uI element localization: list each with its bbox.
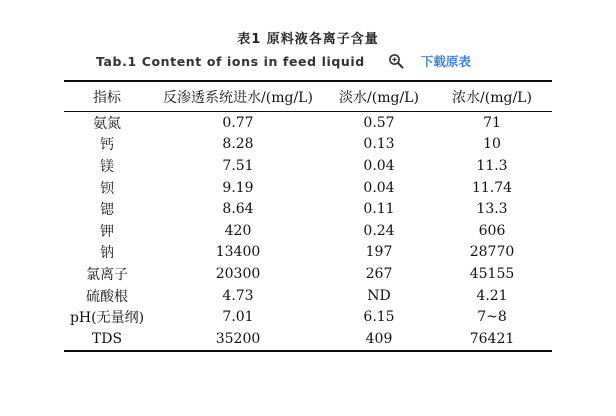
table-row <box>64 328 552 351</box>
table-row <box>64 155 552 177</box>
table-row <box>64 177 552 199</box>
zoom-in-icon[interactable] <box>387 52 405 70</box>
table-cell: 8.64 <box>222 201 254 218</box>
table-cell: 420 <box>224 222 252 239</box>
download-original-table-link[interactable]: 下载原表 <box>420 54 471 69</box>
table-cell: 45155 <box>469 265 515 282</box>
table-cell: 7~8 <box>477 309 507 326</box>
table-cell: 606 <box>478 222 506 239</box>
table-row <box>64 306 552 328</box>
table-cell: 6.15 <box>363 309 395 326</box>
table-cell: 钙 <box>100 137 114 154</box>
table-cell: 11.3 <box>476 157 508 174</box>
table-cell: 0.57 <box>363 114 395 131</box>
table-header-row <box>64 81 552 112</box>
table-cell: 20300 <box>215 265 261 282</box>
table-row <box>64 242 552 264</box>
table-cell: 8.28 <box>222 136 254 153</box>
column-header: 反渗透系统进水/(mg/L) <box>163 89 313 106</box>
table-cell: 0.77 <box>222 114 254 131</box>
table-cell: 氯离子 <box>86 266 128 283</box>
table-cell: TDS <box>91 330 123 347</box>
table-cell: 35200 <box>215 330 261 347</box>
caption-row <box>96 52 471 70</box>
table-cell: 11.74 <box>471 179 513 196</box>
table-row <box>64 263 552 285</box>
table-cell: 4.21 <box>476 287 508 304</box>
table-cell: 28770 <box>469 244 515 261</box>
table-cell: 硫酸根 <box>86 288 128 305</box>
table-cell: 76421 <box>469 330 515 347</box>
table-row <box>64 134 552 156</box>
table-title-cn: 表1 原料液各离子含量 <box>237 32 379 47</box>
column-header: 指标 <box>93 89 121 106</box>
table-cell: 71 <box>483 114 501 131</box>
table-cell: 0.24 <box>363 222 395 239</box>
table-cell: 0.11 <box>363 201 395 218</box>
table-row <box>64 285 552 307</box>
table-cell: 0.13 <box>363 136 395 153</box>
table-row <box>64 198 552 220</box>
table-cell: 267 <box>365 265 393 282</box>
table-cell: 0.04 <box>363 179 395 196</box>
table-cell: 钾 <box>100 223 114 240</box>
ion-content-table <box>64 80 552 352</box>
table-cell: 9.19 <box>222 179 254 196</box>
table-cell: 氨氮 <box>93 115 121 132</box>
column-header: 浓水/(mg/L) <box>452 89 532 106</box>
table-cell: 7.01 <box>222 309 254 326</box>
table-cell: 10 <box>483 136 501 153</box>
table-cell: 409 <box>365 330 393 347</box>
table-cell: 4.73 <box>222 287 254 304</box>
table-cell: 镁 <box>100 158 114 175</box>
table-cell: ND <box>367 287 391 304</box>
table-title-en: Tab.1 Content of ions in feed liquid <box>96 53 365 69</box>
table-cell: 锶 <box>100 202 114 219</box>
table-cell: 0.04 <box>363 157 395 174</box>
table-row <box>64 220 552 242</box>
table-cell: 钠 <box>100 245 114 262</box>
table-cell: 钡 <box>100 180 114 197</box>
column-header: 淡水/(mg/L) <box>339 89 419 106</box>
table-cell: 197 <box>365 244 393 261</box>
table-cell: pH(无量纲) <box>69 310 145 327</box>
table-cell: 13.3 <box>476 201 508 218</box>
table-cell: 7.51 <box>222 157 254 174</box>
table-cell: 13400 <box>215 244 261 261</box>
table-row <box>64 112 552 134</box>
